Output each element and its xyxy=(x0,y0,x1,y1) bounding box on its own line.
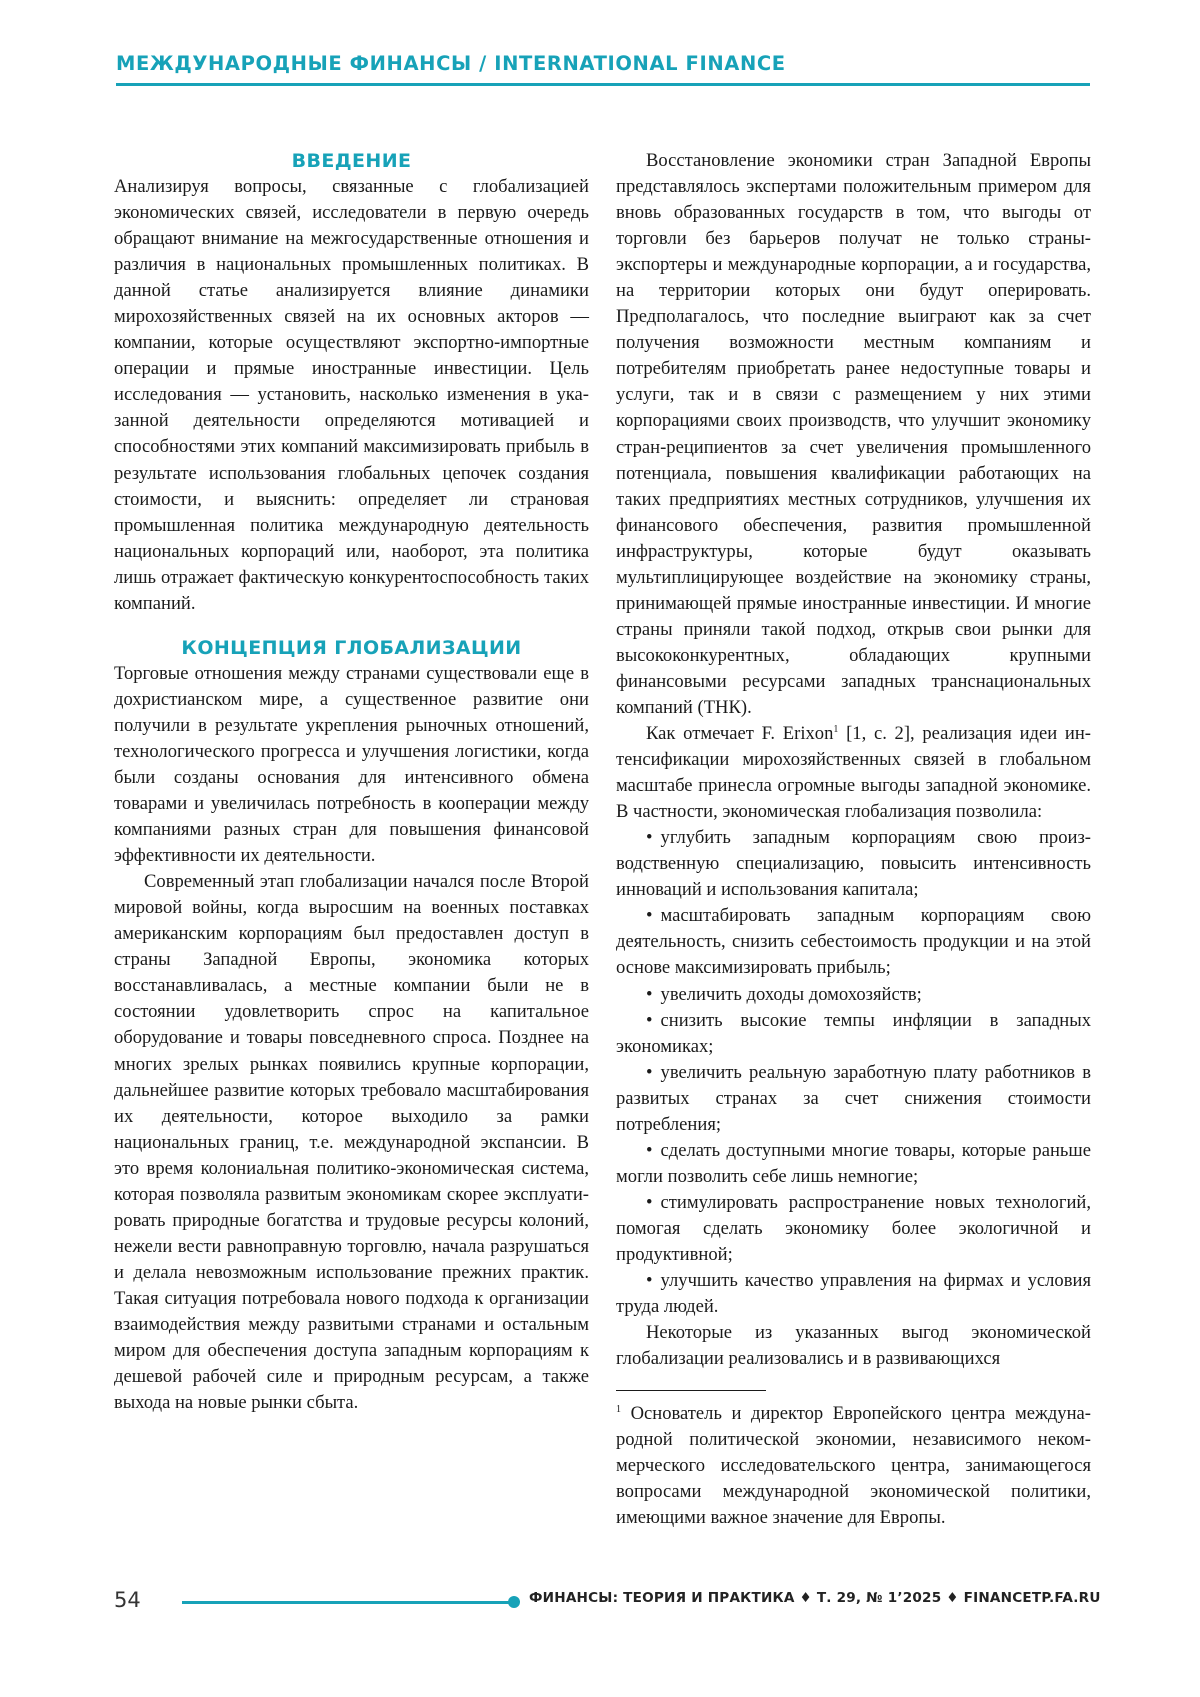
footnote-text: Основатель и директор Европейского центра международной политической экономии, независимого некоммерческого исследовательского центра, занимающегося вопросами международной экономической политики, имеющими важное значение для Европы. xyxy=(616,1403,1091,1529)
bullet-icon: • xyxy=(646,827,653,849)
bullet-icon: • xyxy=(646,905,653,927)
header-rule xyxy=(116,83,1090,86)
bullet-icon: • xyxy=(646,1009,653,1031)
erixon-lead: Как отмечает F. Erixon xyxy=(646,723,834,745)
footnote-ref[interactable]: 1 xyxy=(833,723,839,735)
list-item xyxy=(616,1190,1091,1268)
list-item-text: сделать доступными многие товары, которые раньше могли позволить себе лишь немногие; xyxy=(616,1139,1091,1187)
list-item-text: увеличить реальную заработную плату работников в развитых странах за счет снижения стоимости потребления; xyxy=(616,1061,1091,1135)
list-item xyxy=(616,982,1091,1008)
list-item-text: масштабировать западным корпорациям свою деятельность, снизить себестоимость продукции и на этой основе максимизировать прибыль; xyxy=(616,905,1091,979)
list-item xyxy=(616,903,1091,981)
erixon-rest: [1, c. 2], реализация идеи интенсификации мирохозяйственных связей в глобальном масштабе принесла огромные выгоды западной экономике. В частности, экономическая глобализация позволила: xyxy=(616,723,1091,823)
left-column xyxy=(114,148,589,1416)
bullet-icon: • xyxy=(646,983,653,1005)
footnote xyxy=(616,1401,1091,1531)
closing-paragraph: Некоторые из указанных выгод экономической глобализации реализовались и в развивающихся xyxy=(616,1322,1091,1370)
footnote-mark: 1 xyxy=(616,1404,621,1416)
concept-paragraph-1: Торговые отношения между странами существовали еще в дохристианском мире, а существенное развитие они получили в результате укрепления рыночных отношений, технологического прогресса и улучшения логистики, когда были созданы основания для интенсивного обмена товарами и увеличилась потребность в кооперации между компаниями разных стран для повышения финансовой эффективности их деятельности. xyxy=(114,662,589,867)
journal-footer: ФИНАНСЫ: ТЕОРИЯ И ПРАКТИКА ♦ Т. 29, № 1’2025 ♦ FINANCETP.FA.RU xyxy=(529,1590,1101,1606)
running-head: МЕЖДУНАРОДНЫЕ ФИНАНСЫ / INTERNATIONAL FINANCE xyxy=(116,52,786,75)
recovery-paragraph: Восстановление экономики стран Западной Европы представлялось экспертами положительным примером для вновь образованных государств в том, что выгоды от торговли без барьеров получат не только страны-экспортеры и международные корпорации, а и государства, на территории которых они будут оперировать. Предполагалось, что последние выиграют как за счет получения возможности местным компаниям и потребителям приобретать ранее недоступные товары и услуги, так и в связи с размещением у них этими корпорациями своих производств, что улучшит экономику стран-реципиентов за счет увеличения промышленного потенциала, повышения квалификации работающих на таких предприятиях местных сотрудников, улучшения их финансового обеспечения, развития промышленной инфраструктуры, которые будут оказывать мультиплицирующее воздействие на экономику страны, принимающей прямые иностранные инвестиции. И многие страны приняли такой подход, открыв свои рынки для высококонкурентных, обладающих крупными финансовыми ресурсами западных транснациональных компаний (ТНК). xyxy=(616,150,1091,718)
list-item-text: улучшить качество управления на фирмах и условия труда людей. xyxy=(616,1270,1091,1318)
erixon-paragraph xyxy=(616,721,1091,825)
list-item-text: снизить высокие темпы инфляции в западных экономиках; xyxy=(616,1009,1091,1057)
footer-rule xyxy=(182,1601,512,1604)
footer-dot-icon xyxy=(508,1596,520,1608)
list-item xyxy=(616,1008,1091,1060)
concept-heading: КОНЦЕПЦИЯ ГЛОБАЛИЗАЦИИ xyxy=(181,636,522,659)
bullet-icon: • xyxy=(646,1061,653,1083)
right-column xyxy=(616,148,1091,1531)
list-item-text: углубить западным корпорациям свою производственную специализацию, повысить интенсивность инноваций и использования капитала; xyxy=(616,827,1091,901)
intro-heading: ВВЕДЕНИЕ xyxy=(291,150,412,172)
list-item xyxy=(616,825,1091,903)
benefits-list xyxy=(616,825,1091,1320)
page-number: 54 xyxy=(114,1588,141,1612)
list-item xyxy=(616,1060,1091,1138)
list-item-text: увеличить доходы домохозяйств; xyxy=(660,983,922,1005)
bullet-icon: • xyxy=(646,1191,653,1213)
footnote-divider xyxy=(616,1390,766,1391)
bullet-icon: • xyxy=(646,1139,653,1161)
list-item xyxy=(616,1268,1091,1320)
bullet-icon: • xyxy=(646,1270,653,1292)
concept-paragraph-2: Современный этап глобализации начался после Второй мировой войны, когда выросшим на военных поставках американским корпорациям был предоставлен доступ в страны Западной Европы, экономика которых восстанавливалась, а местные компании были не в состоянии удовлетворить спрос на капитальное оборудование и товары повседневного спроса. Позднее на многих зрелых рынках появились крупные корпорации, дальнейшее развитие которых требовало масштабирования их деятельности, которое выходило за рамки национальных границ, т.е. международной экспансии. В это время колониальная политико-экономическая система, которая позволяла развитым экономикам скорее эксплуатировать природные богатства и трудовые ресурсы колоний, нежели вести равноправную торговлю, начала разрушаться и делала невозможным использование прежних практик. Такая ситуация потребовала нового подхода к организации взаимодействия между развитыми странами и остальным миром для обеспечения доступа западным корпорациям к дешевой рабочей силе и природным ресурсам, а также выхода на новые рынки сбыта. xyxy=(114,871,589,1414)
intro-paragraph: Анализируя вопросы, связанные с глобализацией экономических связей, исследователи в первую очередь обращают внимание на межгосударственные отношения и различия в национальных промышленных политиках. В данной статье анализируется влияние динамики мирохозяйственных связей на их основных акторов — компании, которые осуществляют экспортно-импортные операции и прямые иностранные инвестиции. Цель исследования — установить, насколько изменения в указанной деятельности определяются мотивацией и способностями этих компаний максимизировать прибыль в результате использования глобальных цепочек создания стоимости, и выяснить: определяет ли страновая промышленная политика международную деятельность национальных корпораций или, наоборот, эта политика лишь отражает фактическую конкурентоспособность таких компаний. xyxy=(114,176,589,614)
list-item xyxy=(616,1138,1091,1190)
list-item-text: стимулировать распространение новых технологий, помогая сделать экономику более экологичной и продуктивной; xyxy=(616,1191,1091,1265)
